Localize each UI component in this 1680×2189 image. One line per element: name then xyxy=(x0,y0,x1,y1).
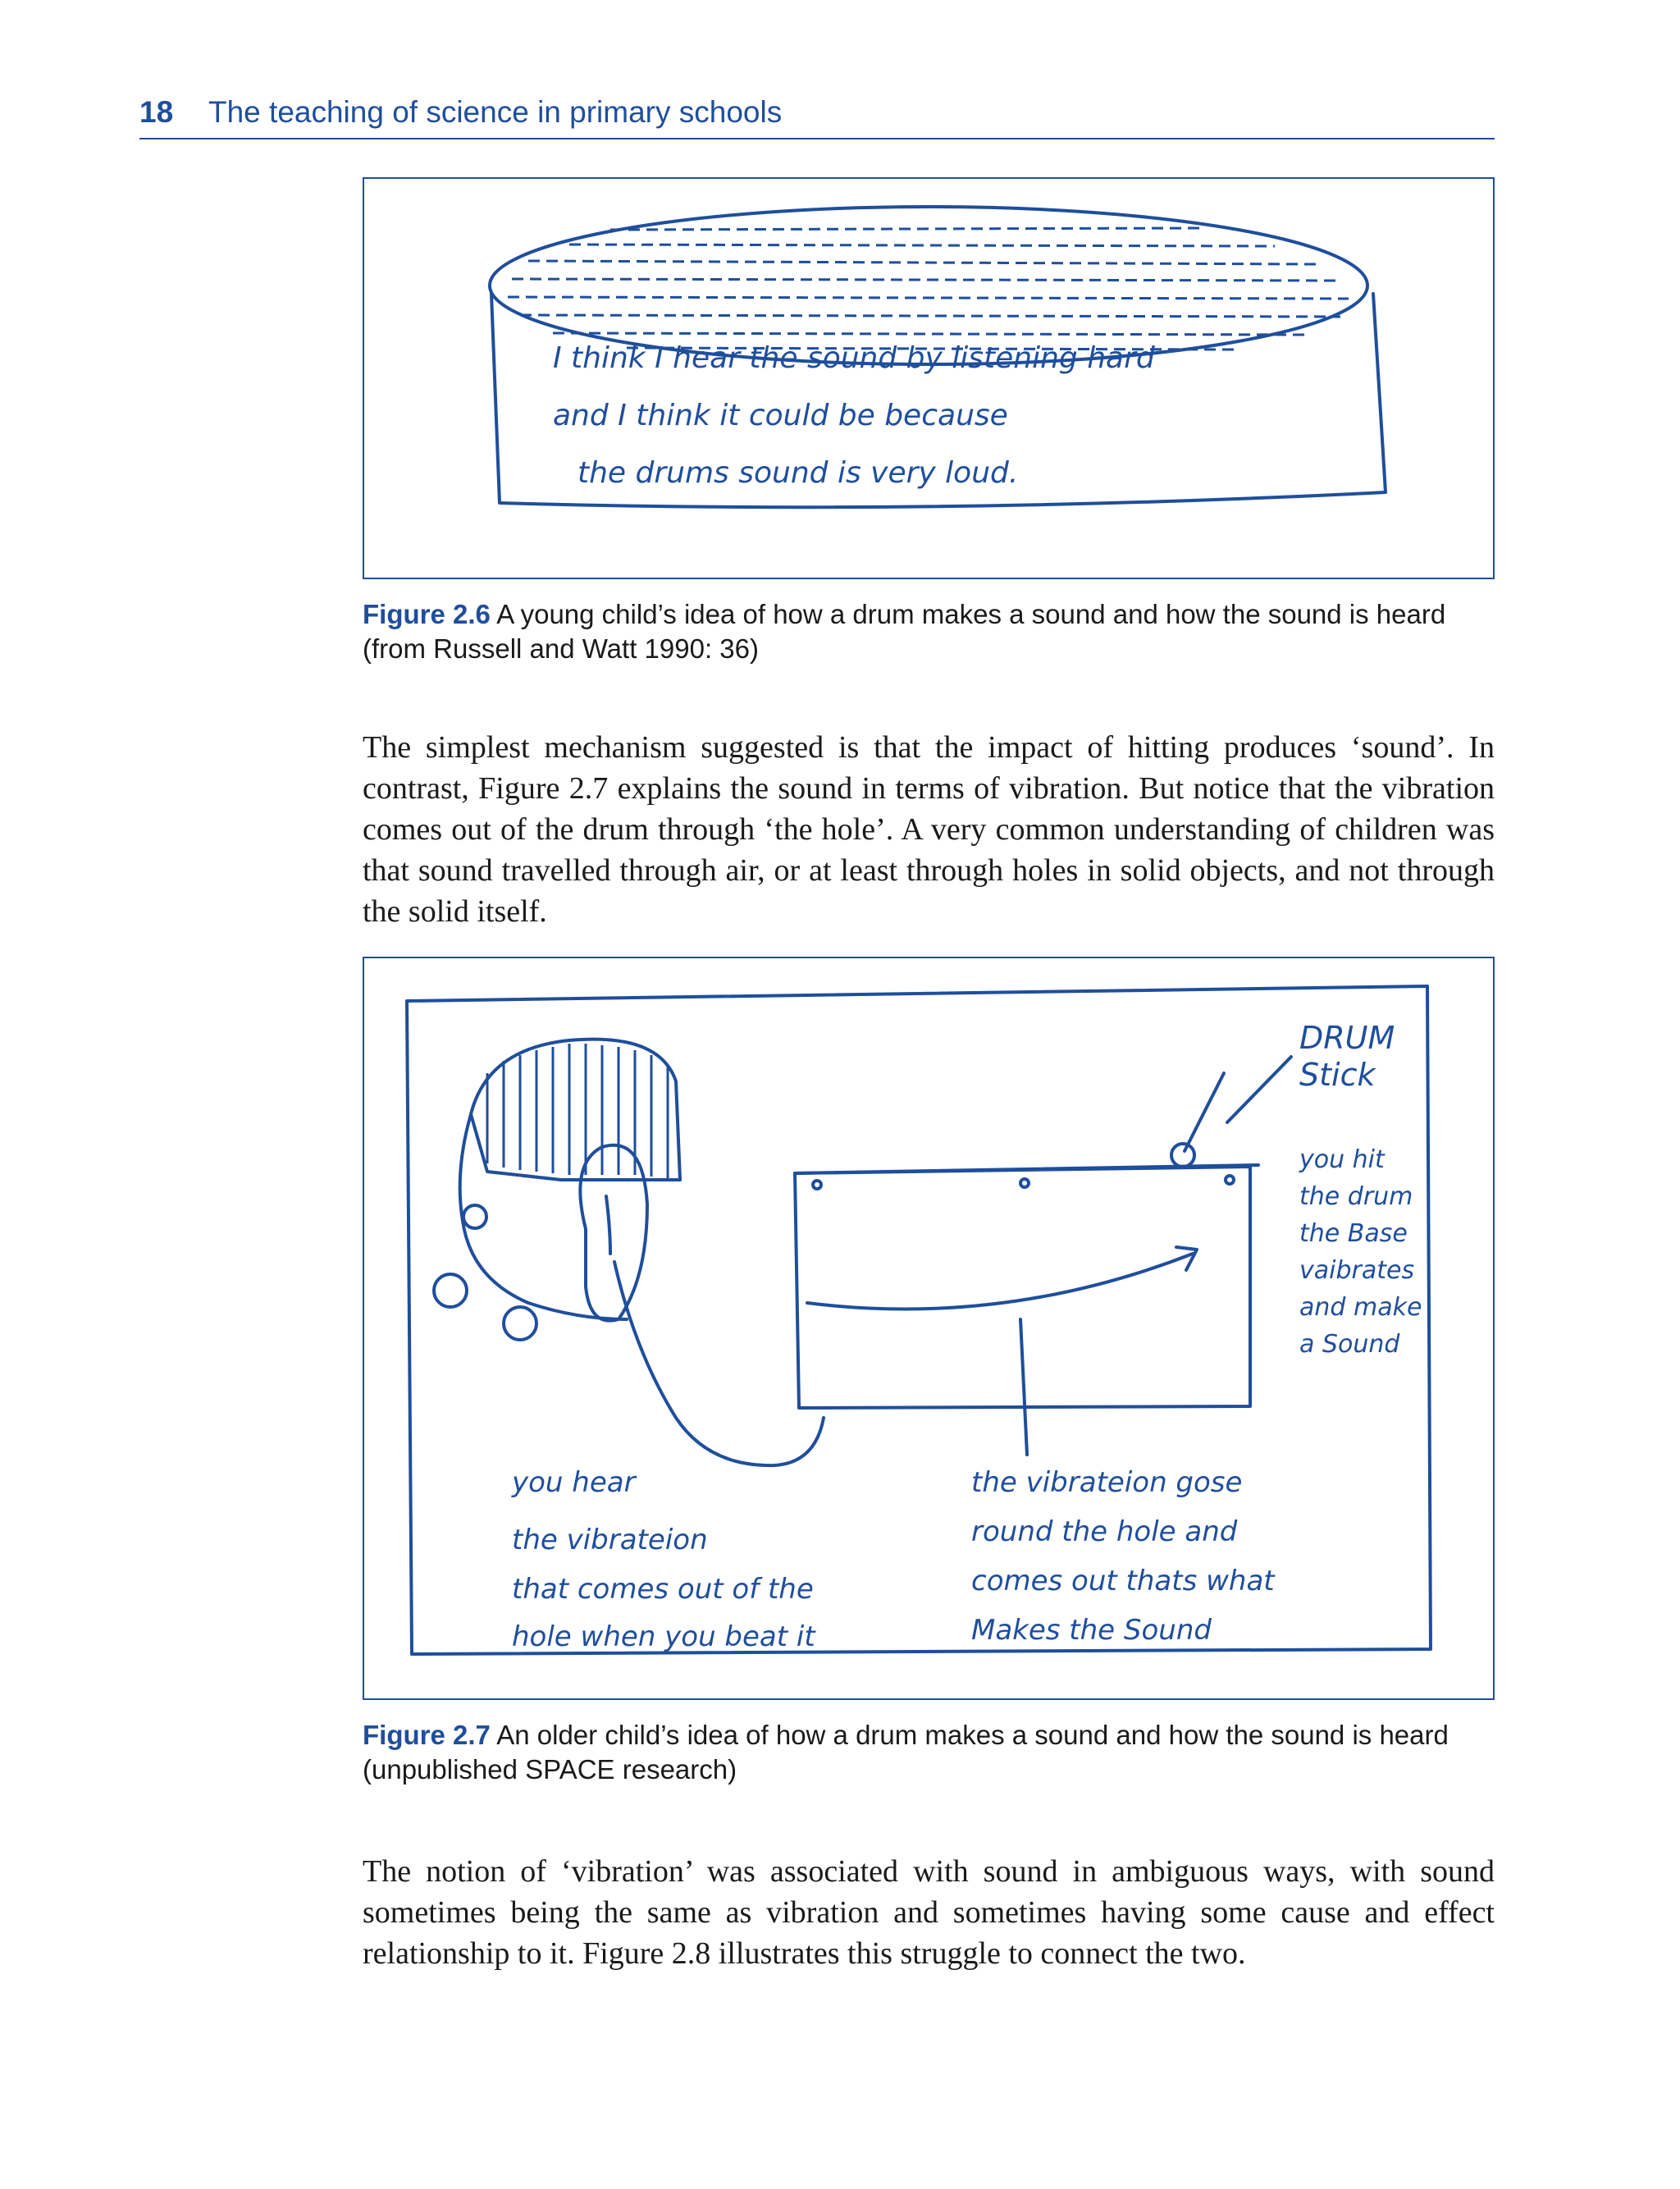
figure-2-7-caption-text: An older child’s idea of how a drum makes a sound and how the sound is heard (unpublished SPACE research) xyxy=(363,1720,1449,1785)
handwriting-line-1: I think I hear the sound by listening hard xyxy=(553,341,1155,375)
nose xyxy=(434,1274,467,1307)
vibration-pointer-line xyxy=(1020,1319,1027,1455)
vibration-line-4: Makes the Sound xyxy=(971,1614,1212,1647)
figure-2-6-drawing xyxy=(363,177,1495,579)
hear-line-2: the vibrateion xyxy=(512,1524,708,1556)
drum-drawing-child-1 xyxy=(364,179,1493,578)
stick-label: Stick xyxy=(1299,1057,1376,1093)
vibration-curve xyxy=(807,1254,1193,1309)
figure-2-6-caption xyxy=(363,597,1495,666)
figure-2-7-label: Figure 2.7 xyxy=(363,1720,491,1750)
drum-hole-3 xyxy=(1226,1176,1234,1184)
hear-line-1: you hear xyxy=(512,1466,636,1499)
hear-line-3: that comes out of the xyxy=(512,1573,814,1606)
handwriting-line-3: the drums sound is very loud. xyxy=(578,456,1019,490)
drum-top-shading xyxy=(508,228,1349,350)
hair xyxy=(471,1040,680,1180)
handwriting-line-2: and I think it could be because xyxy=(553,399,1008,432)
hair-scribble xyxy=(487,1044,668,1178)
ear-canal xyxy=(606,1196,610,1254)
hit-line-6: a Sound xyxy=(1299,1330,1400,1359)
ear xyxy=(580,1145,647,1321)
vibration-line-2: round the hole and xyxy=(971,1515,1238,1548)
drum-stick-pointer xyxy=(1227,1057,1291,1122)
hit-line-5: and make xyxy=(1299,1293,1422,1322)
hit-line-3: the Base xyxy=(1299,1219,1408,1248)
figure-2-6-caption-text: A young child’s idea of how a drum makes a sound and how the sound is heard (from Russell and Watt 1990: 36) xyxy=(363,599,1446,664)
hit-line-1: you hit xyxy=(1299,1145,1385,1174)
drum-label: DRUM xyxy=(1299,1020,1395,1056)
hit-line-4: vaibrates xyxy=(1299,1256,1415,1285)
drum-hole-2 xyxy=(1020,1179,1029,1187)
drum-drawing-child-2 xyxy=(364,958,1493,1698)
running-header xyxy=(139,92,1495,139)
hit-line-2: the drum xyxy=(1299,1182,1413,1211)
body-paragraph-1: The simplest mechanism suggested is that the impact of hitting produces ‘sound’. In contrast, Figure 2.7 explains the sound in terms of vibration. But notice that the vibration comes out of the drum through ‘the hole’. A very common understanding of children was that sound travelled through air, or at least through holes in solid objects, and not through the solid itself. xyxy=(363,730,1495,929)
figure-2-7-caption xyxy=(363,1718,1495,1787)
figure-2-6-label: Figure 2.6 xyxy=(363,599,491,629)
drum-hole-1 xyxy=(813,1181,821,1189)
hearing-line xyxy=(614,1262,824,1465)
drum-stick-shaft xyxy=(1185,1073,1224,1151)
eye xyxy=(463,1205,486,1228)
vibration-line-3: comes out thats what xyxy=(971,1565,1275,1597)
body-paragraph-2: The notion of ‘vibration’ was associated with sound in ambiguous ways, with sound sometimes being the same as vibration and sometimes having some cause and effect relationship to it. Figure 2.8 illustrates this struggle to connect the two. xyxy=(363,1854,1495,1971)
figure-2-7-drawing xyxy=(363,957,1495,1700)
hear-line-4: hole when you beat it xyxy=(512,1620,815,1653)
page-number: 18 xyxy=(139,95,174,129)
running-title: The teaching of science in primary schools xyxy=(208,95,783,129)
vibration-line-1: the vibrateion gose xyxy=(971,1466,1243,1499)
mouth xyxy=(504,1307,536,1340)
drum-stick-head xyxy=(1171,1144,1194,1167)
